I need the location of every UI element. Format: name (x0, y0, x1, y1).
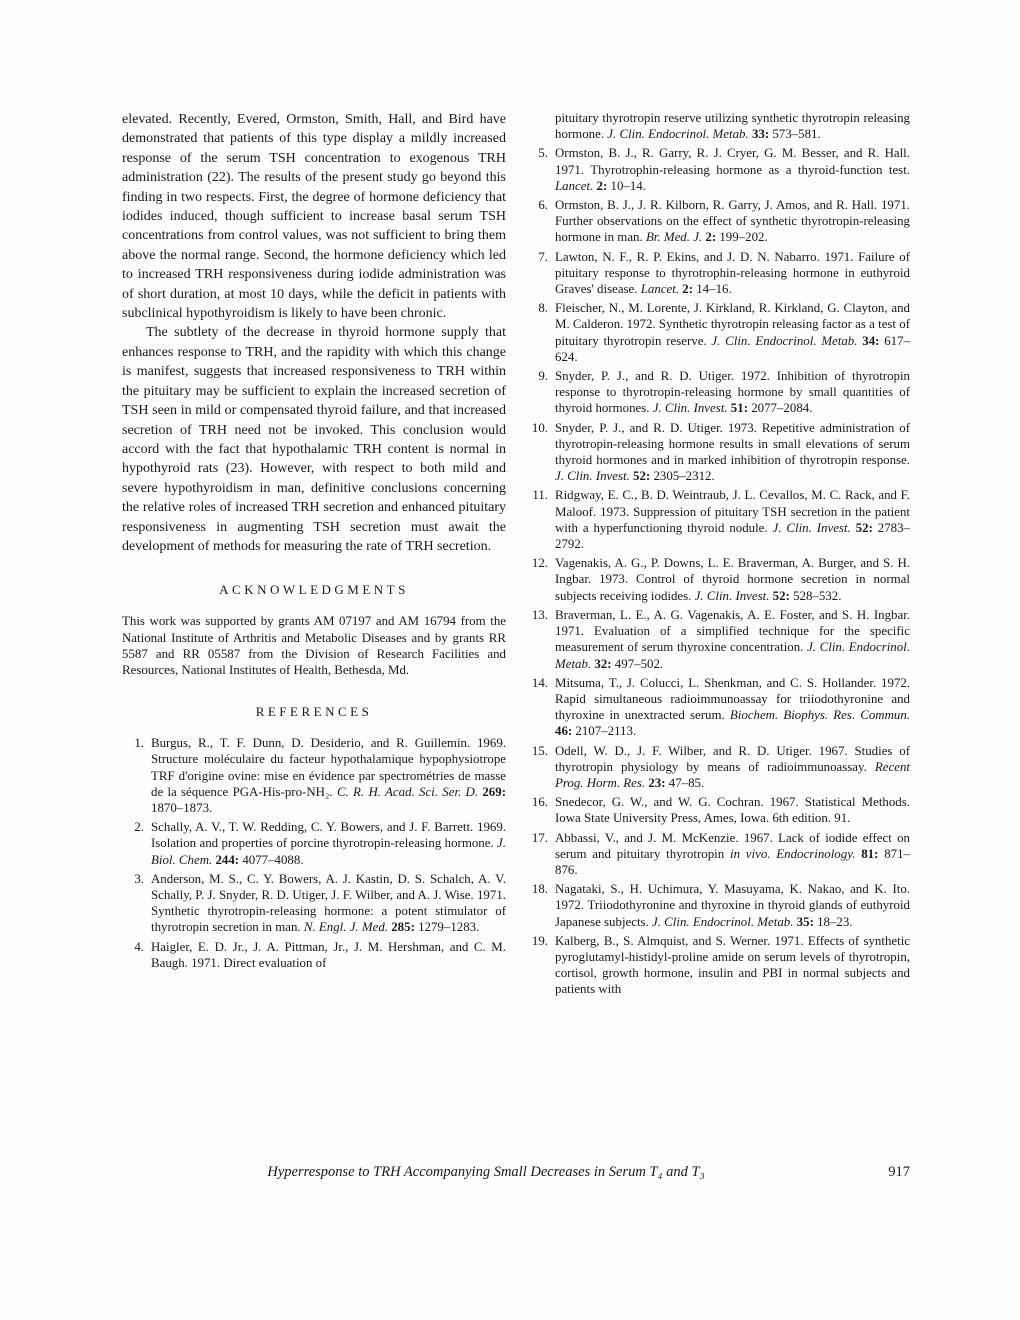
reference-text: Ormston, B. J., J. R. Kilborn, R. Garry, J. Amos, and R. Hall. 1971. Further observations on the effect of synthetic thyrotropin-releasing hormone in man. Br. Med. J. 2: 199–202. (555, 198, 910, 245)
reference-item (122, 735, 506, 816)
page-footer (122, 1164, 910, 1181)
reference-text: Odell, W. D., J. F. Wilber, and R. D. Utiger. 1967. Studies of thyrotropin physiology by means of radioimmunoassay. Recent Prog. Horm. Res. 23: 47–85. (555, 743, 910, 790)
reference-text: Burgus, R., T. F. Dunn, D. Desiderio, and R. Guillemin. 1969. Structure moléculaire du facteur hypothalamique hypophysiotrope TRF d'origine ovine: mise en évidence par spectrométries de masse de la séquence PGA-His-pro-NH₂. C. R. H. Acad. Sci. Ser. D. 269: 1870–1873. (151, 736, 506, 815)
reference-text: Lawton, N. F., R. P. Ekins, and J. D. N. Nabarro. 1971. Failure of pituitary response to thyrotrophin-releasing hormone in euthyroid Graves' disease. Lancet. 2: 14–16. (555, 249, 910, 297)
reference-item (526, 830, 910, 879)
reference-number: 1. (134, 736, 144, 751)
reference-text: Snyder, P. J., and R. D. Utiger. 1972. Inhibition of thyrotropin response to thyrotropin-releasing hormone by small quantities of thyroid hormones. J. Clin. Invest. 51: 2077–2084. (555, 369, 910, 416)
reference-number: 12. (531, 556, 548, 571)
reference-text: Schally, A. V., T. W. Redding, C. Y. Bowers, and J. F. Barrett. 1969. Isolation and properties of porcine thyrotropin-releasing hormone. J. Biol. Chem. 244: 4077–4088. (151, 820, 506, 867)
acknowledgments-text: This work was supported by grants AM 07197 and AM 16794 from the National Institute of Arthritis and Metabolic Diseases and by grants RR 5587 and RR 05587 from the Division of Research Facilities and Resources, National Institutes of Health, Bethesda, Md. (122, 614, 506, 677)
reference-number: 8. (538, 301, 548, 316)
reference-text: Nagataki, S., H. Uchimura, Y. Masuyama, K. Nakao, and K. Ito. 1972. Triiodothyronine and thyroxine in thyroid glands of euthyroid Japanese subjects. J. Clin. Endocrinol. Metab. 35: 18–23. (555, 882, 910, 929)
reference-number: 4. (134, 939, 144, 954)
reference-number: 7. (538, 249, 548, 264)
reference-item (526, 675, 910, 740)
reference-item (526, 420, 910, 485)
reference-text: Braverman, L. E., A. G. Vagenakis, A. E. Foster, and S. H. Ingbar. 1971. Evaluation of a simplified technique for the specific measurement of serum thyroxine concentration. J. Clin. Endocrinol. Metab. 32: 497–502. (555, 607, 910, 671)
page-number: 917 (888, 1164, 910, 1180)
reference-item (526, 881, 910, 930)
reference-text: Vagenakis, A. G., P. Downs, L. E. Braverman, A. Burger, and S. H. Ingbar. 1973. Control of thyroid hormone secretion in normal subjects receiving iodides. J. Clin. Invest. 52: 528–532. (555, 556, 910, 603)
reference-text: Anderson, M. S., C. Y. Bowers, A. J. Kastin, D. S. Schalch, A. V. Schally, P. J. Snyder, R. D. Utiger, J. F. Wilber, and A. J. Wise. 1971. Synthetic thyrotropin-releasing hormone: a potent stimulator of thyrotropin secretion in man. N. Engl. J. Med. 285: 1279–1283. (151, 871, 506, 935)
reference-number: 2. (134, 820, 144, 835)
reference-number: 9. (538, 369, 548, 384)
reference-number: 6. (538, 198, 548, 213)
reference-text: Fleischer, N., M. Lorente, J. Kirkland, R. Kirkland, G. Clayton, and M. Calderon. 1972. Synthetic thyrotropin releasing factor as a test of pituitary thyrotropin reserve. J. Clin. Endocrinol. Metab. 34: 617–624. (555, 301, 910, 364)
body-paragraph-2: The subtlety of the decrease in thyroid hormone supply that enhances response to TRH, and the rapidity with which this change is manifest, suggests that increased responsiveness to TRH within the pituitary may be sufficient to explain the increased secretion of TSH seen in mild or compensated thyroid failure, and that increased secretion of TRH need not be invoked. This conclusion would accord with the fact that hypothalamic TRH content is normal in hypothyroid rats (23). However, with respect to both mild and severe hypothyroidism in man, definitive conclusions concerning the relative roles of increased TRH secretion and enhanced pituitary responsiveness in augmenting TSH secretion must await the development of methods for measuring the rate of TRH secretion. (122, 325, 506, 554)
reference-number: 10. (531, 420, 548, 435)
reference-number: 18. (531, 882, 548, 897)
left-column (122, 110, 506, 1001)
reference-item (526, 145, 910, 194)
reference-number: 16. (531, 795, 548, 810)
reference-item (526, 249, 910, 298)
reference-number: 5. (538, 146, 548, 161)
references-heading: REFERENCES (255, 704, 373, 720)
running-title: Hyperresponse to TRH Accompanying Small Decreases in Serum T₄ and T₃ (267, 1164, 705, 1180)
reference-number: 11. (532, 488, 548, 503)
right-column (526, 110, 910, 1001)
reference-item (526, 300, 910, 365)
reference-number: 19. (531, 933, 548, 948)
reference-item (526, 607, 910, 672)
reference-number: 13. (531, 607, 548, 622)
reference-text: Snyder, P. J., and R. D. Utiger. 1973. Repetitive administration of thyrotropin-releasing hormone results in small elevations of serum thyroid hormones and in marked inhibition of thyrotropin response. J. Clin. Invest. 52: 2305–2312. (555, 420, 910, 484)
reference-item (122, 939, 506, 971)
reference-text: Kalberg, B., S. Almquist, and S. Werner. 1971. Effects of synthetic pyroglutamyl-histidyl-proline amide on serum levels of thyrotropin, cortisol, growth hormone, insulin and PBI in normal subjects and patients with (555, 933, 910, 997)
reference-number: 17. (531, 830, 548, 845)
reference-number: 15. (531, 743, 548, 758)
reference-text: Haigler, E. D. Jr., J. A. Pittman, Jr., J. M. Hershman, and C. M. Baugh. 1971. Direct evaluation of (151, 939, 506, 970)
reference-number: 3. (134, 871, 144, 886)
reference-item (122, 819, 506, 868)
reference-text: Mitsuma, T., J. Colucci, L. Shenkman, and C. S. Hollander. 1972. Rapid simultaneous radioimmunoassay for triiodothyronine and thyroxine in unextracted serum. Biochem. Biophys. Res. Commun. 46: 2107–2113. (555, 675, 910, 739)
reference-text: Ridgway, E. C., B. D. Weintraub, J. L. Cevallos, M. C. Rack, and F. Maloof. 1973. Suppression of pituitary TSH secretion in the patient with a hyperfunctioning thyroid nodule. J. Clin. Invest. 52: 2783–2792. (555, 488, 911, 552)
reference-item (526, 555, 910, 604)
reference-item (526, 933, 910, 998)
acknowledgments-heading: ACKNOWLEDGMENTS (219, 582, 409, 598)
reference-item (526, 794, 910, 826)
reference-text: Abbassi, V., and J. M. McKenzie. 1967. Lack of iodide effect on serum and pituitary thyrotropin in vivo. Endocrinology. 81: 871–876. (555, 830, 910, 877)
two-column-text-block (122, 110, 910, 1001)
reference-item (526, 197, 910, 246)
reference-number: 14. (531, 675, 548, 690)
reference-text: Snedecor, G. W., and W. G. Cochran. 1967. Statistical Methods. Iowa State University Press, Ames, Iowa. 6th edition. 91. (555, 795, 910, 826)
reference-item (122, 871, 506, 936)
reference-text: Ormston, B. J., R. Garry, R. J. Cryer, G. M. Besser, and R. Hall. 1971. Thyrotrophin-releasing hormone as a thyroid-function test. Lancet. 2: 10–14. (555, 146, 910, 193)
reference-continuation: pituitary thyrotropin reserve utilizing synthetic thyrotropin releasing hormone. J. Clin. Endocrinol. Metab. 33: 573–581. (555, 111, 910, 142)
body-paragraph-1: elevated. Recently, Evered, Ormston, Smith, Hall, and Bird have demonstrated that patients of this type display a mildly increased response of the serum TSH concentration to exogenous TRH administration (22). The results of the present study go beyond this finding in two respects. First, the degree of hormone deficiency that iodides induced, though sufficient to increase basal serum TSH concentrations from control values, was not sufficient to bring them above the normal range. Second, the hormone deficiency which led to increased TRH responsiveness during iodide administration was of short duration, at most 10 days, while the deficit in patients with subclinical hypothyroidism is likely to have been chronic. (122, 112, 506, 322)
reference-item (526, 487, 910, 552)
reference-item (526, 368, 910, 417)
reference-item (526, 743, 910, 792)
